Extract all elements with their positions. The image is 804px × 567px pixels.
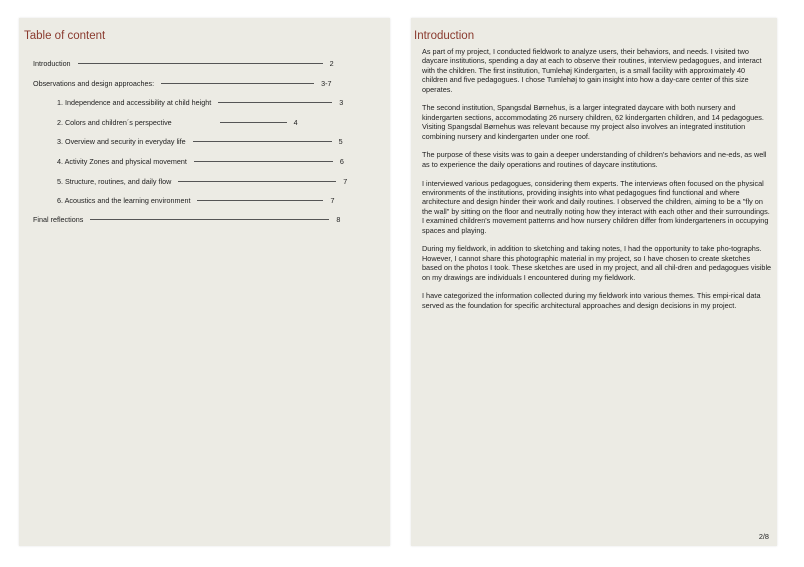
introduction-body — [422, 47, 772, 320]
toc-entry-page: 2 — [329, 58, 334, 68]
paragraph: The second institution, Spangsdal Børnehus, is a larger integrated daycare with both nursery and kindergarten sections, accommodating 26 nursery children, 62 kindergarten children, and 14 pedagogues. Visiting Spangsdal Børnehus was relevant because my project also involves an integrated institution combining nursery and kindergarten under one roof. — [422, 103, 764, 141]
table-of-contents — [19, 18, 390, 546]
paragraph: As part of my project, I conducted fieldwork to analyze users, their behaviors, and needs. I visited two daycare institutions, spending a day at each to observe their routines, interview pedagogues, and interact with the children. The first institution, Tumlehøj Kindergarten, is a small facility with approximately 40 children and five pedagogues. I chose Tumlehøj to gain insight into how a day-care center of this size operates. — [422, 47, 762, 94]
toc-entry[interactable] — [33, 213, 340, 225]
toc-entry-label: 6. Acoustics and the learning environment — [57, 195, 191, 205]
right-page — [411, 18, 777, 546]
introduction-heading: Introduction — [414, 30, 475, 42]
toc-entry[interactable] — [33, 77, 331, 89]
toc-entry[interactable] — [57, 135, 343, 147]
left-page — [19, 18, 390, 546]
toc-entry[interactable] — [57, 155, 344, 167]
toc-leader-line — [220, 122, 287, 123]
paragraph: The purpose of these visits was to gain a deeper understanding of children's behaviors and ne-eds, as well as to experience the daily operations and routines of daycare institutions. — [422, 150, 767, 169]
toc-entry[interactable] — [57, 96, 343, 108]
toc-heading: Table of content — [24, 30, 106, 42]
toc-entry-label: Final reflections — [33, 214, 84, 224]
toc-entry-page: 5 — [338, 136, 343, 146]
toc-entry-page: 4 — [293, 117, 298, 127]
toc-leader-line — [161, 83, 314, 84]
toc-entry-page: 7 — [343, 176, 348, 186]
toc-leader-line — [178, 181, 336, 182]
toc-leader-line — [218, 102, 332, 103]
toc-entry-label: 2. Colors and children´s perspective — [57, 117, 172, 127]
toc-entry-label: 5. Structure, routines, and daily flow — [57, 176, 172, 186]
toc-entry-label: 3. Overview and security in everyday life — [57, 136, 186, 146]
toc-entry[interactable] — [57, 194, 334, 206]
toc-entry[interactable] — [57, 116, 298, 128]
page-number: 2/8 — [758, 532, 769, 541]
toc-leader-line — [78, 63, 323, 64]
paragraph: During my fieldwork, in addition to sketching and taking notes, I had the opportunity to take pho-tographs. However, I cannot share this photographic material in my project, so I have chosen to create sketches based on the photos I took. These sketches are used in my project, and all chil-dren and pedagogues visible on my drawings are individuals I encountered during my fieldwork. — [422, 244, 772, 282]
toc-entry-label: Observations and design approaches: — [33, 78, 155, 88]
toc-entry-label: Introduction — [33, 58, 71, 68]
toc-entry[interactable] — [57, 175, 347, 187]
toc-entry-label: 1. Independence and accessibility at child height — [57, 97, 212, 107]
toc-entry-page: 3 — [339, 97, 344, 107]
toc-entry-label: 4. Activity Zones and physical movement — [57, 156, 187, 166]
toc-leader-line — [197, 200, 323, 201]
toc-entry-page: 8 — [336, 214, 341, 224]
paragraph: I interviewed various pedagogues, considering them experts. The interviews often focused on the physical environments of the institutions, providing insights into what pedagogues find functional and where architecture and design hinder their work and daily routines. I observed the children, aiming to be a "fly on the wall" by sitting on the floor and neutrally noting how they interact with each other and their surroundings. I examined children's movement patterns and how nursery children differ from kindergarteners in occupying spaces and playing. — [422, 178, 770, 235]
toc-entry-page: 7 — [330, 195, 335, 205]
toc-entry-page: 3-7 — [321, 78, 332, 88]
toc-leader-line — [193, 141, 332, 142]
toc-entry-page: 6 — [339, 156, 344, 166]
toc-leader-line — [194, 161, 333, 162]
toc-leader-line — [90, 219, 329, 220]
paragraph: I have categorized the information collected during my fieldwork into various themes. This empi-rical data served as the foundation for specific architectural approaches and design decisions in my project. — [422, 291, 761, 310]
toc-entry[interactable] — [33, 57, 334, 69]
